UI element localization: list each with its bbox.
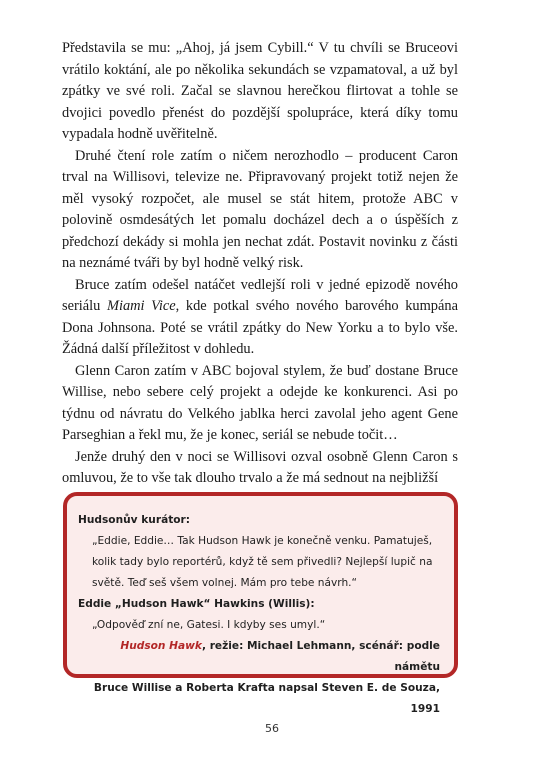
quote-curator: „Eddie, Eddie… Tak Hudson Hawk je konečně venku. Pamatuješ, kolik tady bylo reportérů, když tě sem přivedli? Nejlepší lupič na světě. Teď seš všem volnej. Mám pro tebe návrh.“ [92,535,433,589]
paragraph-1: Představila se mu: „Ahoj, já jsem Cybill.“ V tu chvíli se Bruceovi vrátilo koktání, ale po několika sekundách se vzpamatoval, a už byl zpátky ve své roli. Začal se slavnou herečkou flirtovat a tohle se dvojici povedlo přenést do pozdější spolupráce, která díky tomu vypadala hodně uvěřitelně. [62,40,458,142]
paragraph-3-start: Bruce zatím odešel natáčet vedlejší roli v jedné epizodě nového seriálu [62,276,458,314]
paragraph-4: Glenn Caron zatím v ABC bojoval stylem, že buď dostane Bruce Willise, nebo sebere celý projekt a odejde ke konkurenci. Asi po týdnu od návratu do Velkého jablka herci zavolal jeho agent Gene Parseghian a řekl mu, že je konec, seriál se nebude točit… [62,362,458,443]
credits-line-1: , režie: Michael Lehmann, scénář: podle námětu [201,640,440,673]
film-credits [78,636,440,720]
speaker-eddie: Eddie „Hudson Hawk“ Hawkins (Willis): [78,598,315,610]
paragraph-3-end: , kde potkal svého nového barového kumpána Dona Johnsona. Poté se vrátil zpátky do New Yorku a to bylo vše. Žádná další příležitost v dohledu. [62,298,458,357]
paragraph-2: Druhé čtení role zatím o ničem nerozhodlo – producent Caron trval na Willisovi, televize ne. Připravovaný projekt totiž nejen že měl vysoký rozpočet, ale musel se stát hitem, protože ABC v polovině osmdesátých let pomalu docházel dech a o úspěších z předchozí dekády si mohla jen nechat zdát. Postavit novinku z části na neznámé tváři by byl hodně velký risk. [62,147,458,271]
paragraph-5: Jenže druhý den v noci se Willisovi ozval osobně Glenn Caron s omluvou, že to vše tak dlouho trvalo a že má sednout na nejbližší [62,448,458,486]
quote-box [63,492,458,715]
paragraph-3-title: Miami Vice [106,298,176,314]
credits-line-2: Bruce Willise a Roberta Krafta napsal Steven E. de Souza, 1991 [93,682,440,715]
film-title: Hudson Hawk [120,640,202,652]
page-number: 56 [265,722,279,735]
main-text [62,38,458,490]
quote-eddie: „Odpověď zní ne, Gatesi. I kdyby ses umyl.“ [92,619,326,631]
paragraph-3 [62,275,458,361]
speaker-curator: Hudsonův kurátor: [78,514,191,526]
